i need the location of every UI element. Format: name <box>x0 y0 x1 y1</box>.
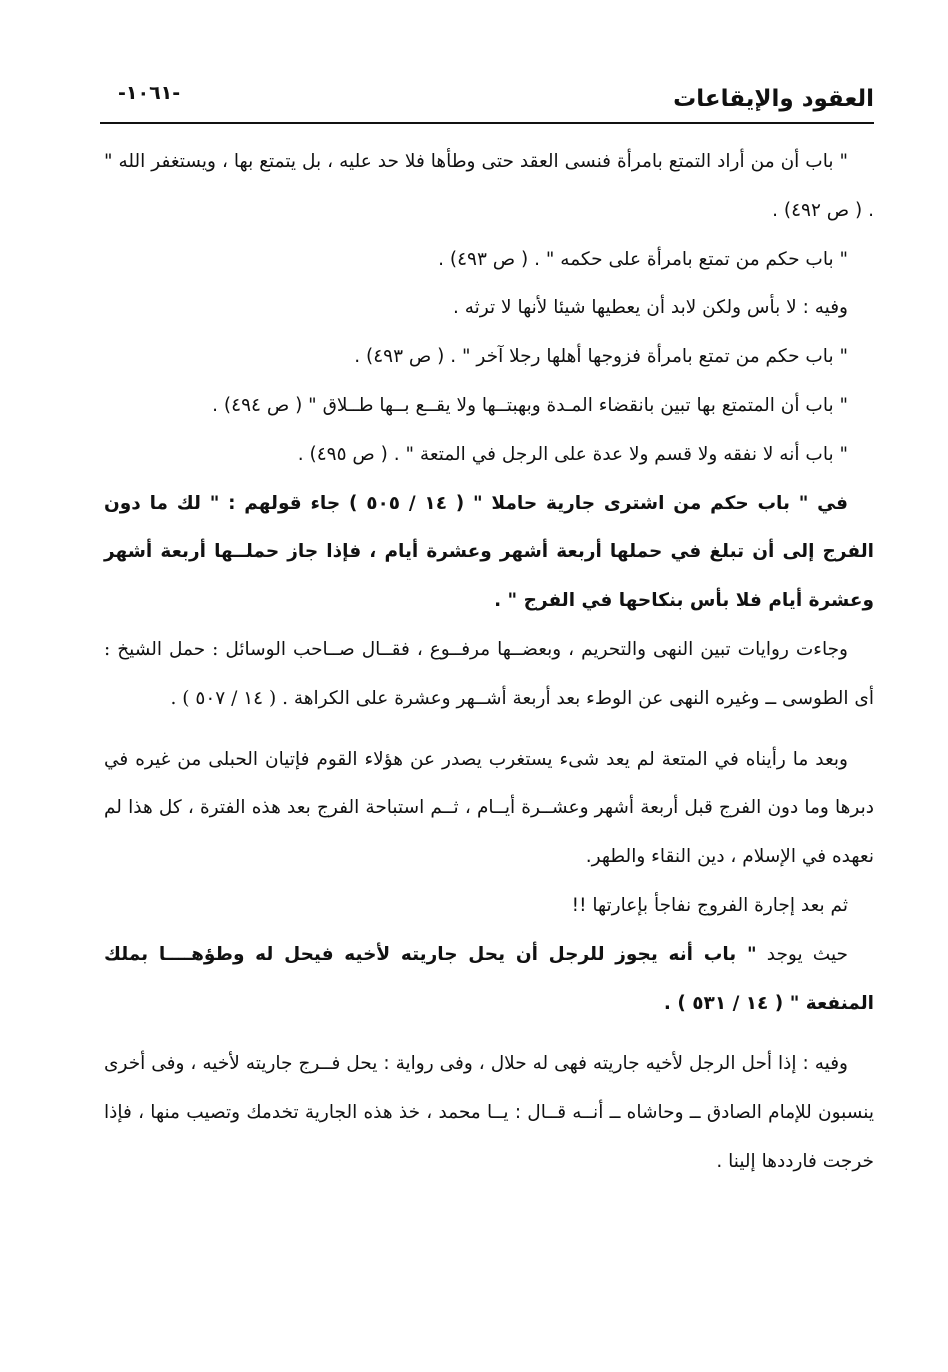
paragraph-8: وجاءت روايات تبين النهى والتحريم ، وبعضــها مرفــوع ، فقــال صــاحب الوسائل : حمل الشيخ : أى الطوسى ــ وغيره النهى عن الوطء بعد أربعة أشــهر وعشرة على الكراهة . ( ١٤ / ٥٠٧ ) . <box>104 638 874 709</box>
paragraph-4: " باب حكم من تمتع بامرأة فزوجها أهلها رجلا آخر " . ( ص ٤٩٣) . <box>354 346 848 368</box>
paragraph-7-lead: في <box>817 492 848 514</box>
paragraph-11-text: " باب أنه يجوز للرجل أن يحل جاريته لأخيه فيحل له وطؤهــــا بملك المنفعة " ( ١٤ / ٥٣١ ) . <box>104 943 874 1014</box>
paragraph-7 <box>104 480 874 626</box>
paragraph-10: ثم بعد إجارة الفروج نفاجأ بإعارتها !! <box>571 894 848 916</box>
paragraph-3: وفيه : لا بأس ولكن لابد أن يعطيها شيئا لأنها لا ترثه . <box>452 297 848 319</box>
paragraph-9: وبعد ما رأيناه في المتعة لم يعد شىء يستغرب يصدر عن هؤلاء القوم فإتيان الحبلى من غيره في دبرها وما دون الفرج قبل أربعة أشهر وعشــرة أيــام ، ثــم استباحة الفرج بعد هذه الفترة ، كل هذا لم نعهده في الإسلام ، دين النقاء والطهر. <box>104 748 874 868</box>
page-number: -١٠٦١- <box>118 82 181 104</box>
paragraph-12: وفيه : إذا أحل الرجل لأخيه جاريته فهى له حلال ، وفى رواية : يحل فــرج جاريته لأخيه ، وفى أخرى ينسبون للإمام الصادق ــ وحاشاه ــ أنــه قــال : يــا محمد ، خذ هذه الجارية تخدمك وتصيب منها ، فإذا خرجت فارددها إلينا . <box>104 1053 874 1172</box>
paragraph-11 <box>104 931 874 1029</box>
paragraph-1: " باب أن من أراد التمتع بامرأة فنسى العقد حتى وطأها فلا حد عليه ، بل يتمتع بها ، ويستغفر الله " . ( ص ٤٩٢) . <box>104 151 874 221</box>
running-title: العقود والإيقاعات <box>673 86 874 112</box>
header-rule <box>100 122 874 124</box>
paragraph-7-text: " باب حكم من اشترى جارية حاملا " ( ١٤ / ٥٠٥ ) جاء قولهم : " لك ما دون الفرج إلى أن تبلغ في حملها أربعة أشهر وعشرة أيام ، فإذا جاز حملــها أربعة أشهر وعشرة أيام فلا بأس بنكاحها في الفرج " . <box>104 492 874 612</box>
paragraph-11-lead: حيث يوجد <box>766 943 848 965</box>
page-body <box>104 138 874 1187</box>
page-header <box>100 80 874 124</box>
paragraph-5: " باب أن المتمتع بها تبين بانقضاء المـدة وبهبتــها ولا يقــع بــها طــلاق " ( ص ٤٩٤) . <box>212 394 848 416</box>
paragraph-6: " باب أنه لا نفقه ولا قسم ولا عدة على الرجل في المتعة " . ( ص ٤٩٥) . <box>297 443 848 465</box>
paragraph-2: " باب حكم من تمتع بامرأة على حكمه " . ( ص ٤٩٣) . <box>438 248 848 270</box>
